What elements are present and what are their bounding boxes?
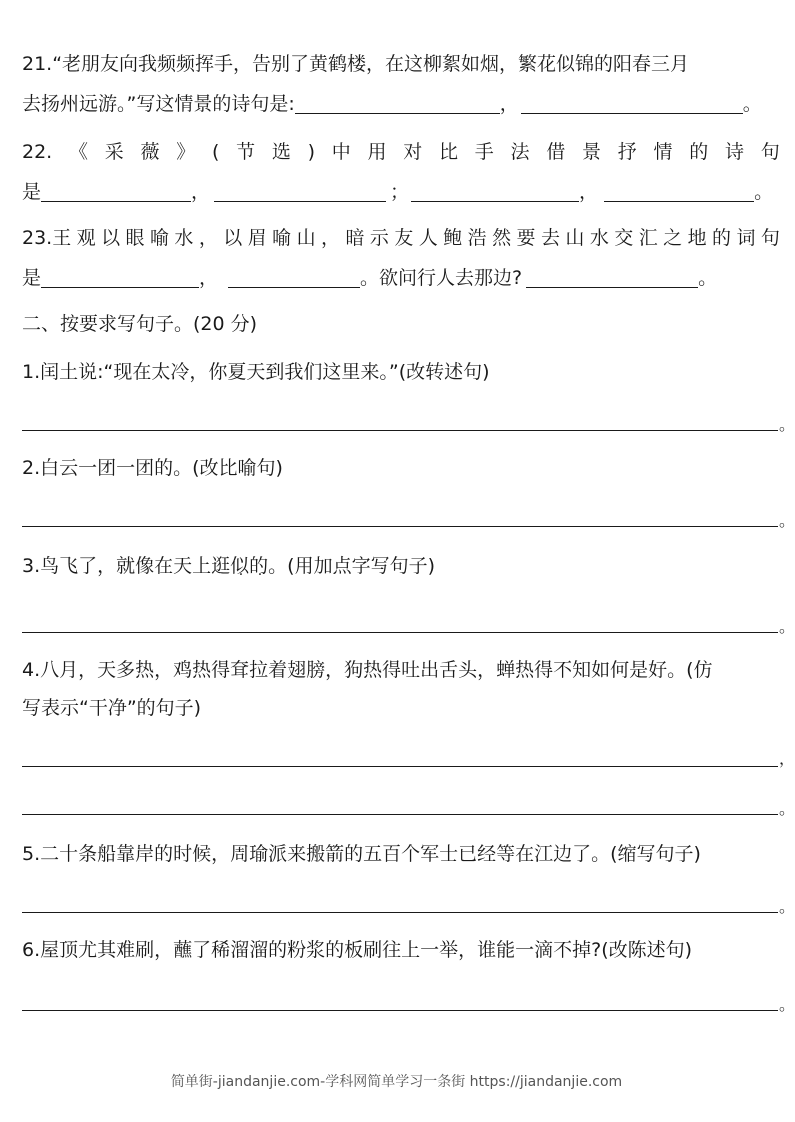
q21-comma: ， — [499, 93, 519, 115]
q22-semicolon: ； — [390, 181, 410, 203]
s4-answer-line-1[interactable] — [22, 766, 778, 767]
footer-watermark: 简单街-jiandanjie.com-学科网简单学习一条街 https://jiandanjie.com — [170, 1074, 623, 1090]
q22-char: 句 — [760, 141, 780, 163]
q22-line-2 — [22, 180, 773, 204]
q22-char: 抒 — [617, 141, 637, 163]
q23-char: 暗 — [345, 227, 365, 249]
s3-answer-line[interactable] — [22, 632, 778, 633]
q22-comma: ， — [191, 181, 211, 203]
q23-char: ， — [321, 227, 341, 249]
q23-char: 眼 — [125, 227, 145, 249]
q21-period: 。 — [742, 93, 762, 115]
q23-char: ， — [198, 227, 218, 249]
q22-char: 中 — [331, 141, 351, 163]
q22-char: ( — [211, 141, 220, 163]
s5-prompt: 5.二十条船靠岸的时候，周瑜派来搬箭的五百个军士已经等在江边了。(缩写句子) — [22, 843, 701, 865]
s3-text-after: 。(用加点字写句子) — [268, 555, 435, 577]
q22-char: ) — [307, 141, 316, 163]
q22-char: 《 — [68, 141, 88, 163]
q23-line-1 — [22, 226, 780, 250]
s3-end-mark: 。 — [779, 617, 795, 636]
s1-end-mark: 。 — [779, 415, 795, 434]
q22-char: 用 — [367, 141, 387, 163]
q22-answer-blank-3[interactable] — [411, 183, 579, 202]
q23-char: 水 — [589, 227, 609, 249]
q23-question: 。欲问行人去那边? — [360, 267, 523, 289]
q21-prompt: 去扬州远游。”写这情景的诗句是: — [22, 93, 295, 115]
q22-char: 对 — [403, 141, 423, 163]
s3-dotted-char-1: 似 . — [230, 555, 249, 577]
q23-char: 然 — [492, 227, 512, 249]
q23-char: 以 — [101, 227, 121, 249]
q22-char: 比 — [439, 141, 459, 163]
q23-char: 之 — [663, 227, 683, 249]
q23-char: 词 — [736, 227, 756, 249]
q22-char: 手 — [474, 141, 494, 163]
q23-char: 观 — [76, 227, 96, 249]
s3-dotted-char-2: 的 . — [249, 555, 268, 577]
q23-char: 人 — [418, 227, 438, 249]
q23-comma: ， — [199, 267, 219, 289]
q21-answer-blank-2[interactable] — [521, 95, 743, 114]
q23-char: 示 — [369, 227, 389, 249]
section-2-heading: 二、按要求写句子。(20 分) — [22, 313, 258, 335]
q22-char: 的 — [689, 141, 709, 163]
q23-char: 水 — [174, 227, 194, 249]
q23-prompt: 是 — [22, 267, 42, 289]
q21-line-2 — [22, 92, 762, 116]
q23-char: 去 — [540, 227, 560, 249]
q23-char: 山 — [565, 227, 585, 249]
q23-char: 要 — [516, 227, 536, 249]
s6-end-mark: 。 — [779, 995, 795, 1014]
q22-char: 法 — [510, 141, 530, 163]
q22-number: 22. — [22, 141, 53, 163]
q23-char: 浩 — [467, 227, 487, 249]
s4-prompt-line-2: 写表示“干净”的句子) — [22, 697, 202, 719]
s5-end-mark: 。 — [779, 897, 795, 916]
q23-answer-blank-1[interactable] — [41, 269, 199, 288]
q23-char: 交 — [614, 227, 634, 249]
s4-end-mark-2: 。 — [779, 799, 795, 818]
q23-char: 汇 — [638, 227, 658, 249]
s3-prompt — [22, 554, 435, 578]
q22-char: 薇 — [140, 141, 160, 163]
s1-answer-line[interactable] — [22, 430, 778, 431]
q23-char: 山 — [296, 227, 316, 249]
q21-line-1: 21.“老朋友向我频频挥手，告别了黄鹤楼，在这柳絮如烟，繁花似锦的阳春三月 — [22, 53, 690, 75]
q22-char: 》 — [176, 141, 196, 163]
q22-char: 景 — [582, 141, 602, 163]
q22-char: 采 — [104, 141, 124, 163]
q21-answer-blank-1[interactable] — [295, 95, 500, 114]
s4-answer-line-2[interactable] — [22, 814, 778, 815]
q23-char: 地 — [687, 227, 707, 249]
q23-char: 友 — [394, 227, 414, 249]
s2-prompt: 2.白云一团一团的。(改比喻句) — [22, 457, 283, 479]
s4-end-mark-1: ， — [779, 749, 795, 768]
q22-char: 借 — [546, 141, 566, 163]
s1-prompt: 1.闰土说:“现在太冷，你夏天到我们这里来。”(改转述句) — [22, 361, 490, 383]
q23-answer-blank-2[interactable] — [228, 269, 360, 288]
q23-line-2 — [22, 266, 717, 290]
q23-char: 以 — [223, 227, 243, 249]
q22-answer-blank-4[interactable] — [604, 183, 754, 202]
s6-prompt: 6.屋顶尤其难刷，蘸了稀溜溜的粉浆的板刷往上一举，谁能一滴不掉?(改陈述句) — [22, 939, 693, 961]
q22-prompt: 是 — [22, 181, 42, 203]
q22-line-1 — [22, 140, 780, 164]
q23-period: 。 — [698, 267, 718, 289]
q23-number: 23.王 — [22, 227, 72, 249]
q22-period: 。 — [754, 181, 774, 203]
q22-comma: ， — [579, 181, 599, 203]
s2-answer-line[interactable] — [22, 526, 778, 527]
q22-char: 诗 — [725, 141, 745, 163]
q23-char: 眉 — [247, 227, 267, 249]
q22-answer-blank-1[interactable] — [41, 183, 191, 202]
q22-char: 选 — [271, 141, 291, 163]
q23-answer-blank-3[interactable] — [526, 269, 698, 288]
s3-text-before: 3.鸟飞了，就像在天上逛 — [22, 555, 231, 577]
q23-char: 喻 — [149, 227, 169, 249]
q22-answer-blank-2[interactable] — [214, 183, 386, 202]
q23-char: 喻 — [272, 227, 292, 249]
q22-char: 情 — [653, 141, 673, 163]
q23-char: 的 — [712, 227, 732, 249]
q22-char: 节 — [236, 141, 256, 163]
s6-answer-line[interactable] — [22, 1010, 778, 1011]
s5-answer-line[interactable] — [22, 912, 778, 913]
s4-prompt-line-1: 4.八月，天多热，鸡热得耷拉着翅膀，狗热得吐出舌头，蝉热得不知如何是好。(仿 — [22, 659, 713, 681]
s2-end-mark: 。 — [779, 511, 795, 530]
q23-char: 句 — [760, 227, 780, 249]
q23-char: 鲍 — [443, 227, 463, 249]
